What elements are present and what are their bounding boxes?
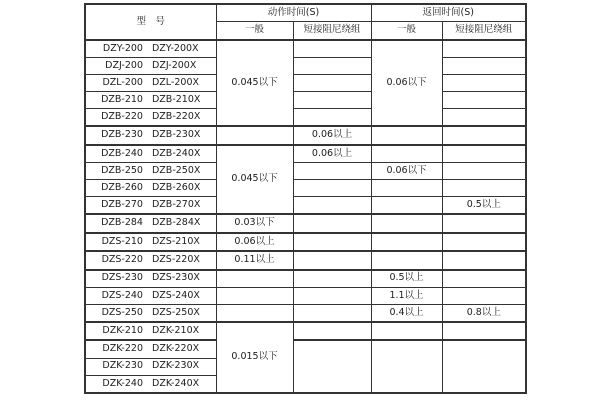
model-name-x: DZB-220X — [151, 111, 201, 123]
empty-cell — [293, 40, 371, 58]
empty-cell — [371, 179, 442, 196]
empty-cell — [293, 75, 371, 92]
model-cell — [85, 375, 216, 393]
header-return-general: 一般 — [371, 21, 442, 40]
table-row — [85, 126, 526, 144]
empty-cell — [442, 287, 526, 304]
empty-cell — [442, 179, 526, 196]
empty-cell — [293, 214, 371, 232]
empty-cell — [371, 251, 442, 269]
empty-cell — [371, 233, 442, 251]
table-row — [85, 145, 526, 163]
table-row — [85, 287, 526, 304]
model-name: DZS-240 — [101, 289, 143, 301]
model-name-x: DZK-210X — [152, 324, 200, 336]
model-name: DZS-210 — [101, 235, 143, 247]
model-name: DZS-230 — [101, 272, 143, 284]
empty-cell — [293, 109, 371, 127]
model-cell — [85, 145, 216, 163]
empty-cell — [293, 340, 371, 393]
empty-cell — [293, 287, 371, 304]
relay-timing-table — [84, 3, 527, 394]
table-row — [85, 163, 526, 180]
model-name: DZL-200 — [102, 76, 143, 88]
action-general-cell: 0.11以上 — [216, 251, 293, 269]
empty-cell — [293, 304, 371, 322]
empty-cell — [442, 40, 526, 58]
model-name-x: DZB-270X — [151, 198, 201, 210]
model-cell — [85, 179, 216, 196]
model-name: DZK-240 — [102, 377, 143, 389]
model-cell — [85, 340, 216, 358]
empty-cell — [442, 109, 526, 127]
empty-cell — [216, 304, 293, 322]
table-row — [85, 196, 526, 214]
model-name-x: DZS-250X — [151, 306, 200, 318]
model-cell — [85, 270, 216, 288]
empty-cell — [442, 233, 526, 251]
empty-cell — [371, 126, 442, 144]
action-damping-cell: 0.06以上 — [293, 145, 371, 163]
action-general-cell: 0.03以下 — [216, 214, 293, 232]
model-name: DZB-250 — [101, 164, 143, 176]
model-name: DZB-270 — [101, 198, 143, 210]
model-cell — [85, 196, 216, 214]
table-row — [85, 109, 526, 127]
model-name: DZY-200 — [102, 42, 143, 54]
model-name-x: DZB-240X — [151, 147, 201, 159]
header-action-general: 一般 — [216, 21, 293, 40]
return-damping-cell: 0.8以上 — [442, 304, 526, 322]
header-action-time: 动作时间(S) — [216, 4, 371, 21]
header-return-damping: 短接阻尼绕组 — [442, 21, 526, 40]
table-row — [85, 340, 526, 358]
empty-cell — [442, 92, 526, 109]
model-name: DZB-284 — [101, 217, 143, 229]
empty-cell — [442, 340, 526, 393]
model-cell — [85, 214, 216, 232]
model-cell — [85, 287, 216, 304]
empty-cell — [293, 251, 371, 269]
action-damping-cell: 0.06以上 — [293, 126, 371, 144]
model-name: DZS-250 — [101, 306, 143, 318]
empty-cell — [442, 251, 526, 269]
empty-cell — [293, 179, 371, 196]
empty-cell — [442, 145, 526, 163]
table-row — [85, 92, 526, 109]
return-general-cell: 0.06以下 — [371, 40, 442, 126]
header-return-time: 返回时间(S) — [371, 4, 526, 21]
return-general-cell: 0.5以上 — [371, 270, 442, 288]
empty-cell — [216, 287, 293, 304]
header-action-damping: 短接阻尼绕组 — [293, 21, 371, 40]
model-cell — [85, 304, 216, 322]
action-general-cell: 0.045以下 — [216, 145, 293, 214]
model-name-x: DZK-220X — [152, 343, 200, 355]
model-name-x: DZS-210X — [151, 235, 200, 247]
action-general-cell: 0.015以下 — [216, 322, 293, 393]
model-cell — [85, 358, 216, 375]
model-name: DZB-260 — [101, 181, 143, 193]
empty-cell — [371, 322, 442, 340]
empty-cell — [442, 126, 526, 144]
model-name: DZK-230 — [102, 360, 143, 372]
model-name-x: DZB-260X — [151, 181, 201, 193]
empty-cell — [216, 126, 293, 144]
empty-cell — [293, 92, 371, 109]
model-name-x: DZY-200X — [151, 42, 199, 54]
model-name-x: DZS-240X — [151, 289, 200, 301]
model-name: DZJ-200 — [105, 59, 143, 71]
model-cell — [85, 163, 216, 180]
model-name-x: DZS-220X — [151, 254, 200, 266]
model-cell — [85, 75, 216, 92]
table-row — [85, 214, 526, 232]
model-name-x: DZK-230X — [152, 360, 200, 372]
table-row — [85, 270, 526, 288]
model-cell — [85, 109, 216, 127]
return-general-cell: 0.4以上 — [371, 304, 442, 322]
table-row — [85, 75, 526, 92]
model-name-x: DZK-240X — [152, 377, 200, 389]
table-row — [85, 40, 526, 58]
model-cell — [85, 251, 216, 269]
model-name-x: DZS-230X — [151, 272, 200, 284]
model-cell — [85, 126, 216, 144]
model-name-x: DZB-284X — [151, 217, 201, 229]
model-name-x: DZB-250X — [151, 164, 201, 176]
empty-cell — [442, 322, 526, 340]
action-general-cell: 0.06以上 — [216, 233, 293, 251]
model-name: DZK-220 — [102, 343, 143, 355]
model-name: DZB-210 — [101, 93, 143, 105]
model-cell — [85, 40, 216, 58]
header-model: 型 号 — [85, 4, 216, 40]
model-cell — [85, 92, 216, 109]
empty-cell — [442, 270, 526, 288]
table-row — [85, 322, 526, 340]
empty-cell — [293, 58, 371, 75]
model-cell — [85, 322, 216, 340]
model-cell — [85, 58, 216, 75]
table-row — [85, 58, 526, 75]
empty-cell — [293, 322, 371, 340]
empty-cell — [293, 233, 371, 251]
return-general-cell: 0.06以下 — [371, 163, 442, 180]
empty-cell — [442, 163, 526, 180]
empty-cell — [371, 145, 442, 163]
model-name-x: DZJ-200X — [152, 59, 197, 71]
empty-cell — [442, 214, 526, 232]
model-name: DZS-220 — [101, 254, 143, 266]
return-general-cell: 1.1以上 — [371, 287, 442, 304]
return-damping-cell: 0.5以上 — [442, 196, 526, 214]
table-row — [85, 179, 526, 196]
empty-cell — [293, 163, 371, 180]
table-row — [85, 251, 526, 269]
model-name: DZB-230 — [101, 129, 143, 141]
empty-cell — [442, 58, 526, 75]
empty-cell — [442, 75, 526, 92]
model-name-x: DZB-210X — [151, 93, 201, 105]
empty-cell — [371, 214, 442, 232]
model-name: DZB-240 — [101, 147, 143, 159]
empty-cell — [293, 196, 371, 214]
table-row — [85, 304, 526, 322]
model-name: DZB-220 — [101, 111, 143, 123]
model-name-x: DZB-230X — [151, 129, 201, 141]
empty-cell — [216, 270, 293, 288]
model-name-x: DZL-200X — [151, 76, 200, 88]
model-cell — [85, 233, 216, 251]
empty-cell — [293, 270, 371, 288]
action-general-cell: 0.045以下 — [216, 40, 293, 126]
empty-cell — [371, 196, 442, 214]
model-name: DZK-210 — [102, 324, 143, 336]
empty-cell — [371, 340, 442, 393]
table-row — [85, 233, 526, 251]
